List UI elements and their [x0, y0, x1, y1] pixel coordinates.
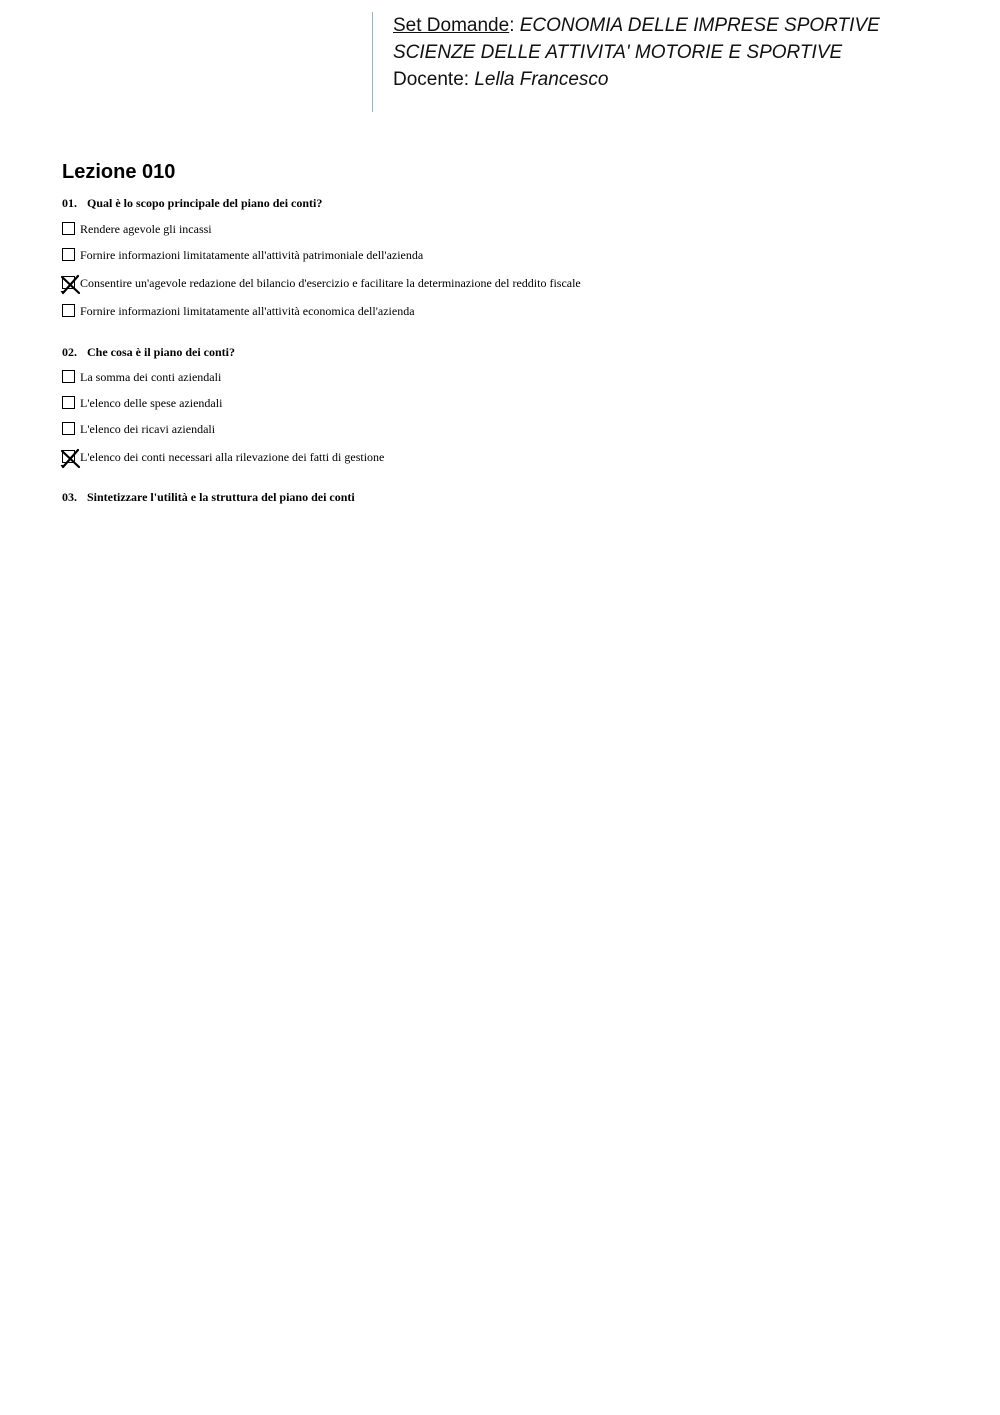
answer-text: L'elenco dei conti necessari alla rilevazione dei fatti di gestione	[80, 450, 385, 464]
answer-text: L'elenco dei ricavi aziendali	[80, 422, 216, 436]
teacher-line	[393, 66, 880, 93]
question-text: Qual è lo scopo principale del piano dei conti?	[87, 196, 323, 210]
question-number: 03.	[62, 490, 77, 504]
question-number: 01.	[62, 196, 77, 210]
teacher-label: Docente:	[393, 69, 470, 90]
check-mark-icon	[60, 448, 82, 470]
answer-text: L'elenco delle spese aziendali	[80, 396, 223, 410]
answer-checkbox[interactable]	[62, 370, 75, 383]
lesson-title: Lezione 010	[62, 161, 176, 183]
answer-checkbox[interactable]	[62, 248, 75, 261]
answer-text: Rendere agevole gli incassi	[80, 222, 212, 236]
question-text: Che cosa è il piano dei conti?	[87, 345, 236, 359]
degree-name: SCIENZE DELLE ATTIVITA' MOTORIE E SPORTIVE	[393, 42, 843, 63]
document-header	[372, 12, 880, 112]
answer-text: La somma dei conti aziendali	[80, 370, 222, 384]
answer-text: Fornire informazioni limitatamente all'attività economica dell'azienda	[80, 304, 415, 318]
answer-checkbox-checked[interactable]	[62, 450, 75, 463]
question-number: 02.	[62, 345, 77, 359]
answer-checkbox[interactable]	[62, 422, 75, 435]
degree-line	[393, 39, 880, 66]
answer-checkbox[interactable]	[62, 222, 75, 235]
answer-text: Consentire un'agevole redazione del bilancio d'esercizio e facilitare la determinazione del reddito fiscale	[80, 276, 581, 290]
question-set-separator: :	[509, 15, 515, 36]
teacher-name: Lella Francesco	[474, 69, 609, 90]
question-text: Sintetizzare l'utilità e la struttura del piano dei conti	[87, 490, 355, 504]
check-mark-icon	[60, 274, 82, 296]
question-2	[62, 345, 235, 359]
question-set-line	[393, 12, 880, 39]
question-3	[62, 490, 355, 504]
question-set-label: Set Domande	[393, 15, 510, 36]
question-1	[62, 196, 322, 210]
answer-text: Fornire informazioni limitatamente all'attività patrimoniale dell'azienda	[80, 248, 424, 262]
answer-checkbox[interactable]	[62, 304, 75, 317]
answer-checkbox[interactable]	[62, 396, 75, 409]
course-name: ECONOMIA DELLE IMPRESE SPORTIVE	[519, 15, 880, 36]
answer-checkbox-checked[interactable]	[62, 276, 75, 289]
